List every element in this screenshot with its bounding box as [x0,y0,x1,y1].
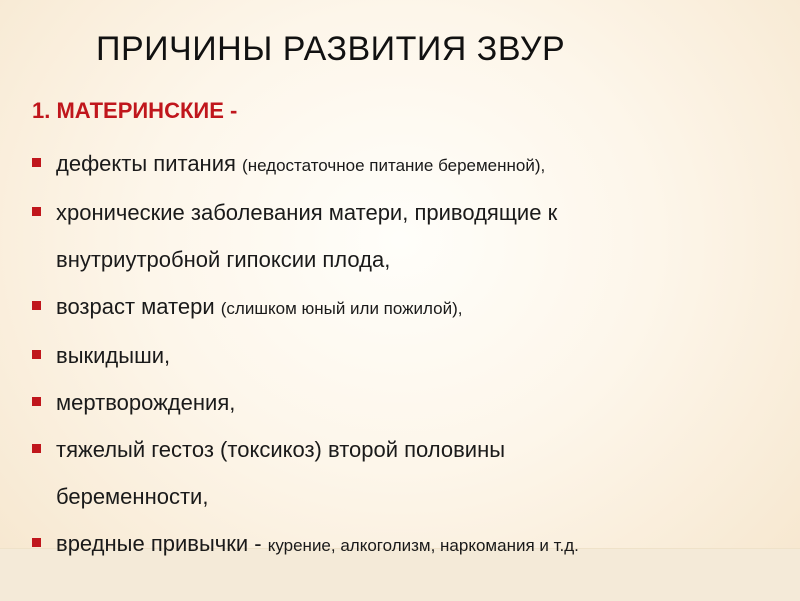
item-detail-text: (слишком юный или пожилой), [220,299,463,318]
list-item-miscarriages [32,332,772,379]
item-main-text: мертворождения, [56,390,236,415]
list-item-chronic-diseases [32,189,772,283]
square-bullet-icon [32,538,41,547]
item-detail-text: курение, алкоголизм, наркомания и т.д. [267,536,579,555]
item-continuation-text: внутриутробной гипоксии плода, [56,247,391,272]
list-item-stillbirths [32,379,772,426]
list-item-bad-habits [32,520,772,569]
section-heading-maternal: 1. МАТЕРИНСКИЕ - [32,98,238,123]
causes-list [32,140,772,569]
list-item-mother-age [32,283,772,332]
list-item-gestosis [32,426,772,520]
item-main-text: дефекты питания [56,151,236,176]
item-main-text: выкидыши, [56,343,171,368]
item-detail-text: (недостаточное питание беременной), [242,156,546,175]
slide-title: ПРИЧИНЫ РАЗВИТИЯ ЗВУР [96,30,566,68]
square-bullet-icon [32,301,41,310]
square-bullet-icon [32,158,41,167]
square-bullet-icon [32,350,41,359]
square-bullet-icon [32,207,41,216]
square-bullet-icon [32,397,41,406]
item-continuation-text: беременности, [56,484,209,509]
item-main-text: хронические заболевания матери, приводящие к [56,200,558,225]
item-main-text: вредные привычки - [56,531,262,556]
item-main-text: возраст матери [56,294,215,319]
square-bullet-icon [32,444,41,453]
item-main-text: тяжелый гестоз (токсикоз) второй половины [56,437,506,462]
list-item-nutrition [32,140,772,189]
